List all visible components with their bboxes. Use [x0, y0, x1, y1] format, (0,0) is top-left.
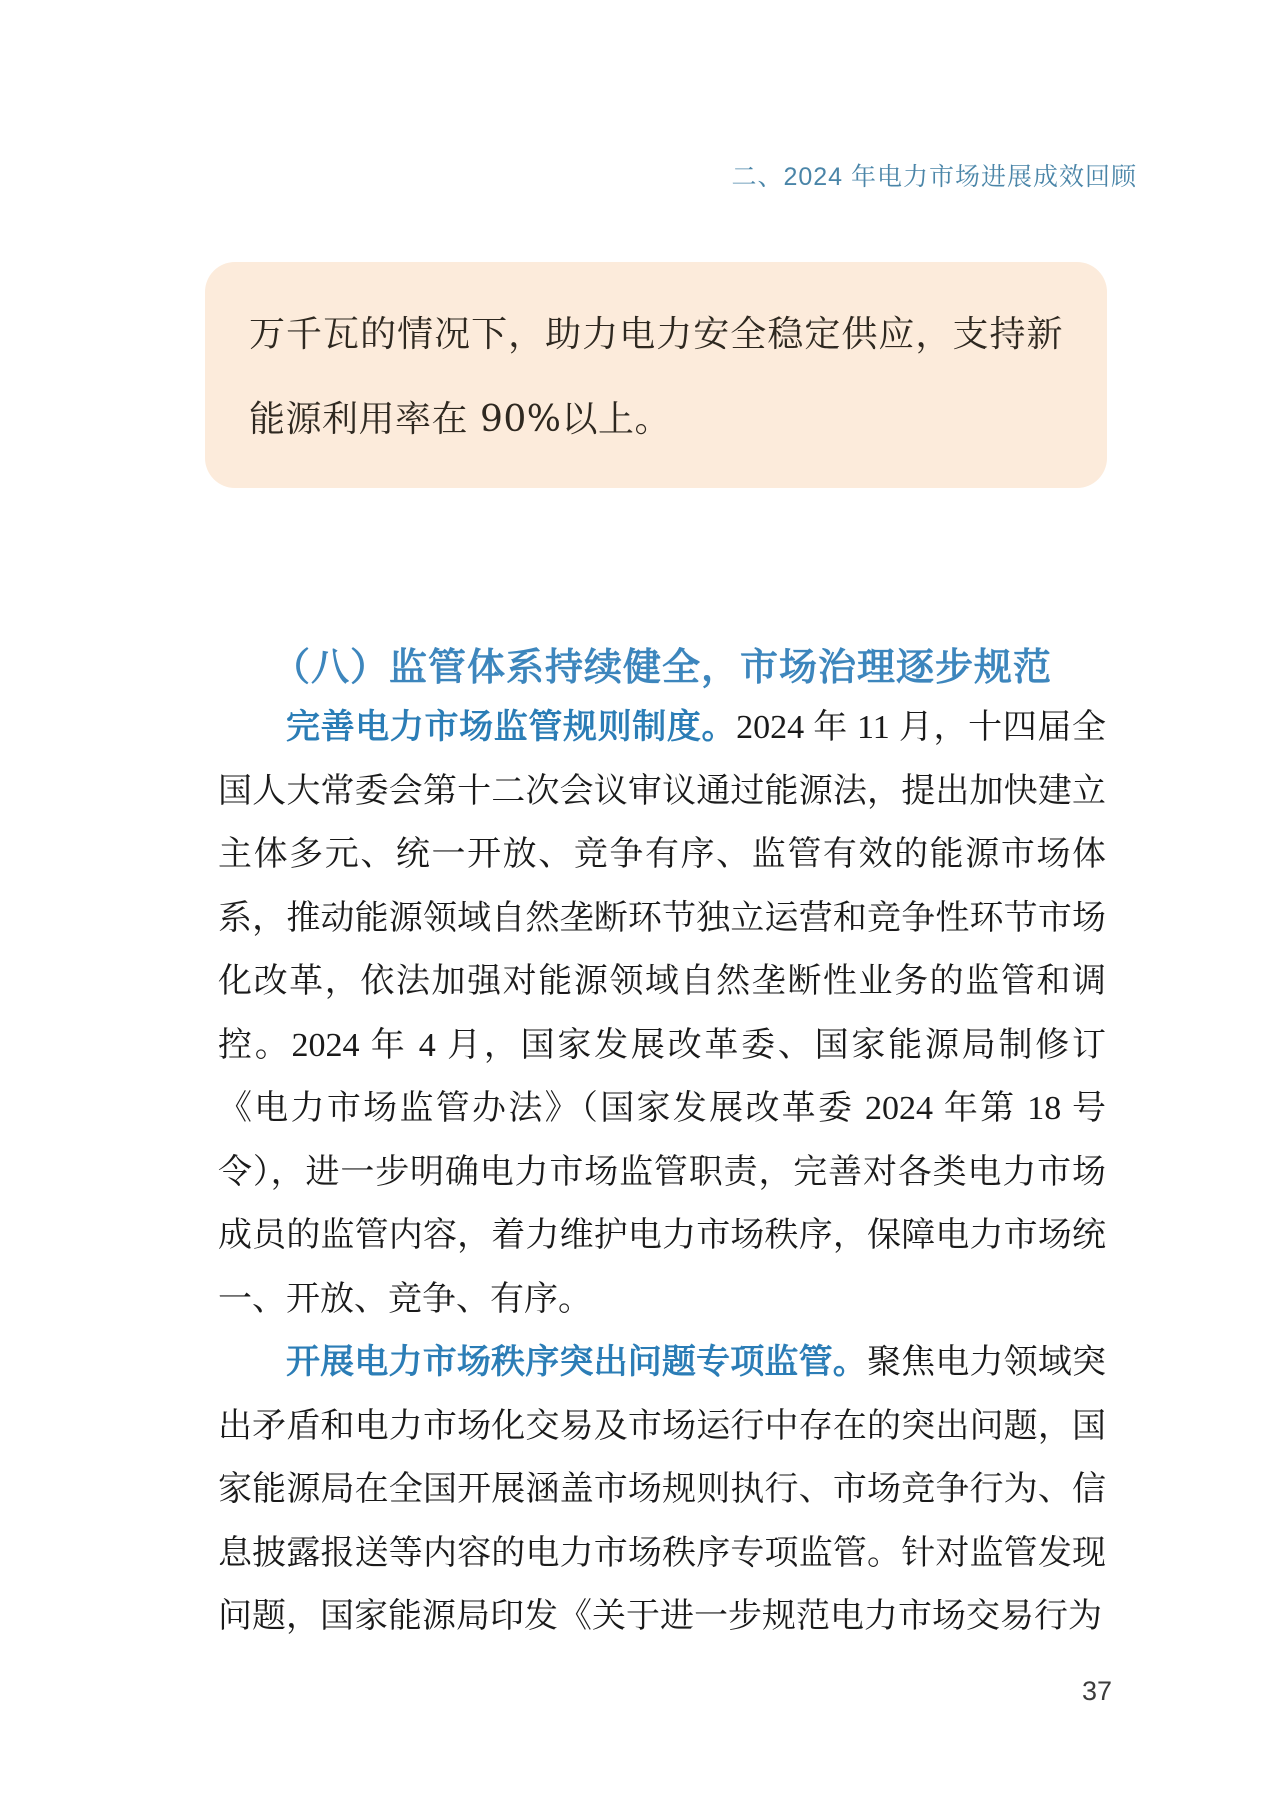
paragraph-text: 聚焦电力领域突出矛盾和电力市场化交易及市场运行中存在的突出问题，国家能源局在全国开展涵盖市场规则执行、市场竞争行为、信息披露报送等内容的电力市场秩序专项监管。针对监管发现问题，国家能源局印发《关于进一步规范电力市场交易行为 — [218, 1344, 1107, 1635]
section-heading: （八）监管体系持续健全，市场治理逐步规范 — [271, 646, 1052, 689]
paragraph-special-supervision — [218, 1331, 1106, 1649]
paragraph-lead: 完善电力市场监管规则制度。 — [286, 708, 737, 746]
body-copy — [218, 696, 1106, 1649]
paragraph-regulation-rules — [218, 696, 1106, 1331]
running-header: 二、2024 年电力市场进展成效回顾 — [731, 163, 1137, 191]
paragraph-lead: 开展电力市场秩序突出问题专项监管。 — [286, 1343, 867, 1381]
page-number: 37 — [1081, 1676, 1112, 1706]
paragraph-text: 2024 年 11 月，十四届全国人大常委会第十二次会议审议通过能源法，提出加快建立主体多元、统一开放、竞争有序、监管有效的能源市场体系，推动能源领域自然垄断环节独立运营和竞争性环节市场化改革，依法加强对能源领域自然垄断性业务的监管和调控。2024 年 4 月，国家发展改革委、国家能源局制修订《电力市场监管办法》（国家发展改革委 2024 年第 18 号令），进一步明确电力市场监管职责，完善对各类电力市场成员的监管内容，着力维护电力市场秩序，保障电力市场统一、开放、竞争、有序。 — [218, 709, 1106, 1318]
callout-text: 万千瓦的情况下，助力电力安全稳定供应，支持新能源利用率在 90%以上。 — [249, 314, 1063, 440]
callout-box — [205, 262, 1107, 488]
